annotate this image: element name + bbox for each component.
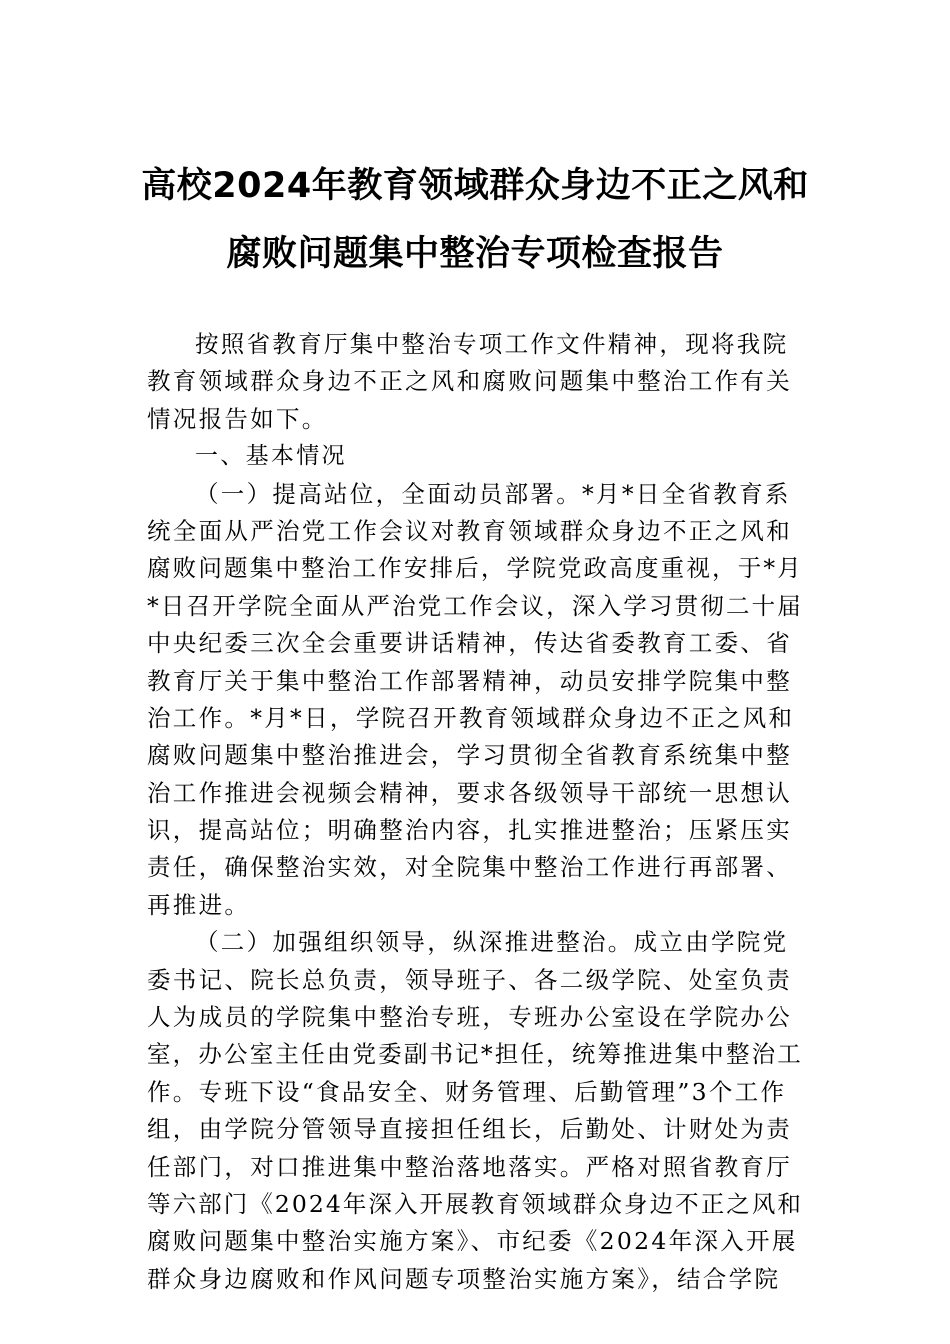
document-body	[147, 326, 803, 1298]
document-title-line-1: 高校2024年教育领域群众身边不正之风和	[141, 166, 809, 206]
paragraph-line: 责任，确保整治实效，对全院集中整治工作进行再部署、	[147, 853, 792, 882]
paragraph-line: 腐败问题集中整治实施方案》、市纪委《2024年深入开展	[147, 1227, 798, 1256]
section-heading: 一、基本情况	[195, 443, 347, 470]
paragraph-line: *日召开学院全面从严治党工作会议，深入学习贯彻二十届	[147, 591, 803, 620]
paragraph-line: 统全面从严治党工作会议对教育领域群众身边不正之风和	[147, 516, 792, 545]
paragraph-line: （一）提高站位，全面动员部署。*月*日全省教育系	[195, 479, 791, 508]
paragraph-line: 按照省教育厅集中整治专项工作文件精神，现将我院	[195, 330, 789, 358]
paragraph-line: 治工作。*月*日，学院召开教育领域群众身边不正之风和	[147, 703, 795, 732]
paragraph-line: 教育厅关于集中整治工作部署精神，动员安排学院集中整	[147, 666, 792, 695]
document-title-line-2: 腐败问题集中整治专项检查报告	[226, 234, 724, 274]
paragraph-line: 再推进。	[147, 890, 251, 919]
paragraph-line: 室，办公室主任由党委副书记*担任，统筹推进集中整治工	[147, 1040, 803, 1069]
paragraph-line: 委书记、院长总负责，领导班子、各二级学院、处室负责	[147, 965, 792, 994]
paragraph-line: 组，由学院分管领导直接担任组长，后勤处、计财处为责	[147, 1115, 792, 1144]
paragraph-line: 等六部门《2024年深入开展教育领域群众身边不正之风和	[147, 1189, 803, 1218]
paragraph-line: 腐败问题集中整治工作安排后，学院党政高度重视，于*月	[147, 554, 803, 583]
paragraph-line: 情况报告如下。	[147, 404, 328, 433]
paragraph-line: 教育领域群众身边不正之风和腐败问题集中整治工作有关	[147, 367, 792, 396]
paragraph-line: 腐败问题集中整治推进会，学习贯彻全省教育系统集中整	[147, 741, 792, 770]
paragraph-line: 中央纪委三次全会重要讲话精神，传达省委教育工委、省	[147, 629, 792, 658]
paragraph-line: （二）加强组织领导，纵深推进整治。成立由学院党	[195, 928, 789, 957]
paragraph-line: 群众身边腐败和作风问题专项整治实施方案》，结合学院	[147, 1264, 781, 1293]
paragraph-line: 作。专班下设“食品安全、财务管理、后勤管理”3个工作	[147, 1077, 787, 1106]
paragraph-line: 人为成员的学院集中整治专班，专班办公室设在学院办公	[147, 1003, 792, 1032]
paragraph-line: 治工作推进会视频会精神，要求各级领导干部统一思想认	[147, 778, 792, 807]
paragraph-line: 任部门，对口推进集中整治落地落实。严格对照省教育厅	[147, 1152, 792, 1181]
paragraph-line: 识，提高站位；明确整治内容，扎实推进整治；压紧压实	[147, 816, 792, 845]
